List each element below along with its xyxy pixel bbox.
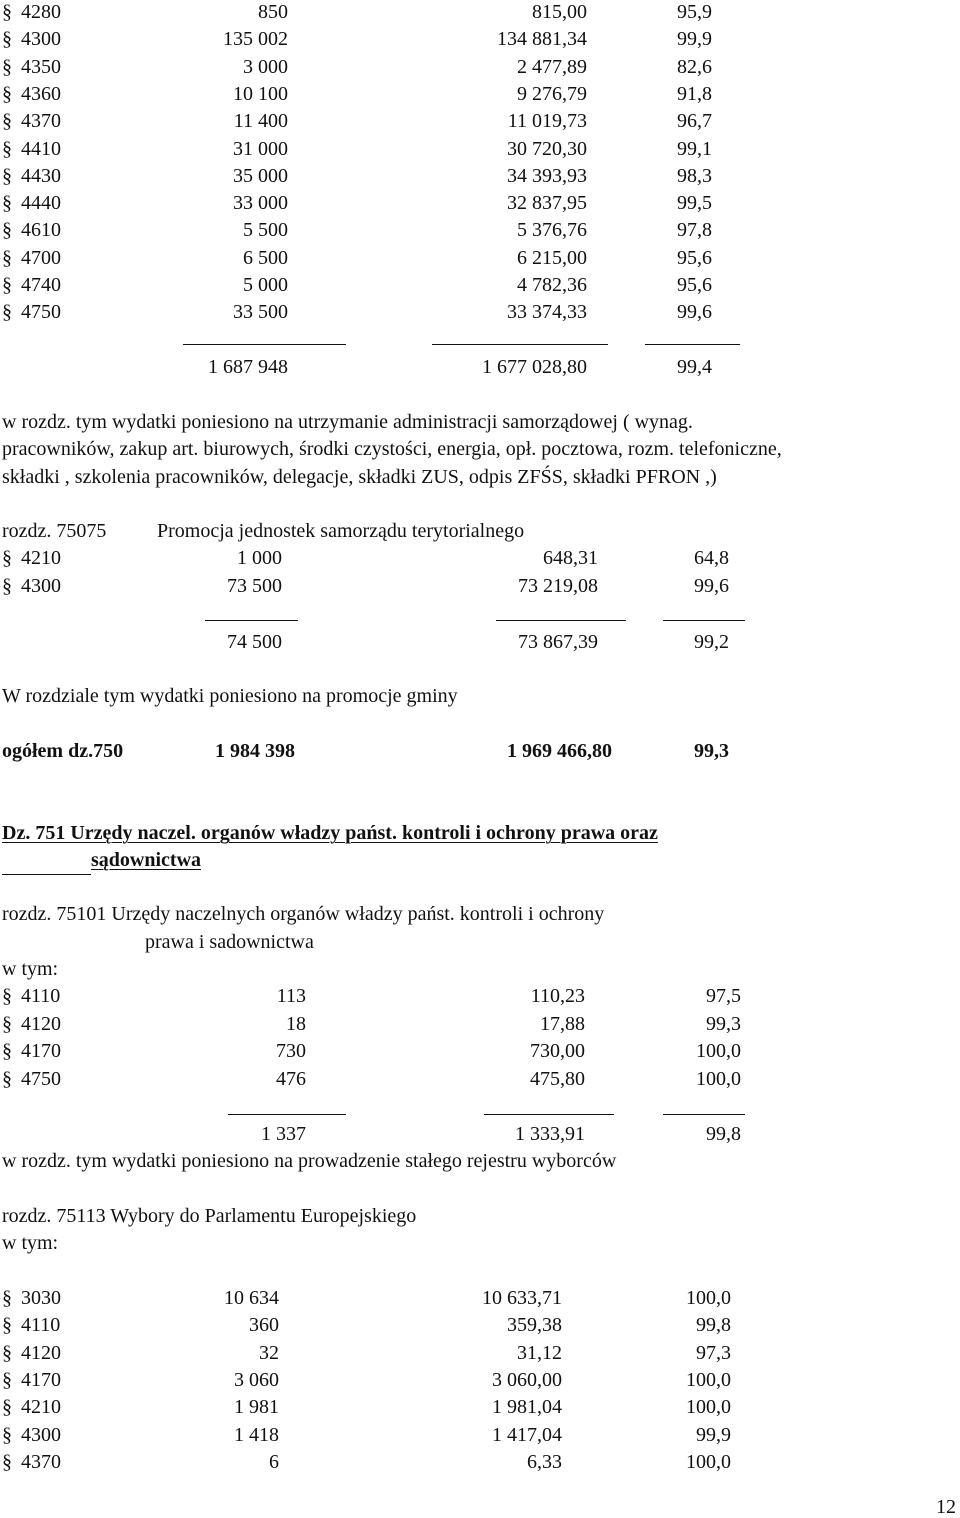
executed-amount: 11 019,73: [507, 110, 587, 133]
block1-table-row: [0, 139, 960, 163]
section-symbol: §: [2, 301, 12, 324]
block1-table-row: [0, 57, 960, 81]
plan-amount: 113: [276, 985, 306, 1007]
percent-executed: 100,0: [686, 1450, 731, 1473]
block1-total-exec: 1 677 028,80: [482, 356, 587, 378]
percent-executed: 99,6: [677, 301, 712, 324]
section-symbol: §: [2, 1012, 12, 1035]
executed-amount: 4 782,36: [517, 274, 587, 296]
section-symbol: §: [2, 1341, 12, 1364]
executed-amount: 815,00: [532, 1, 587, 23]
plan-amount: 33 000: [233, 192, 288, 215]
paragraph-code: 4110: [21, 985, 61, 1007]
grand-total-label: ogółem dz.750: [2, 740, 124, 762]
percent-executed: 95,9: [677, 1, 712, 23]
percent-executed: 95,6: [677, 274, 712, 296]
plan-amount: 11 400: [233, 110, 288, 133]
paragraph-code: 4610: [21, 219, 61, 242]
block1-note-line-1: w rozdz. tym wydatki poniesiono na utrzymanie administracji samorządowej ( wynag.: [2, 411, 693, 433]
percent-executed: 99,9: [696, 1423, 731, 1446]
block1-note-line-3: składki , szkolenia pracowników, delegacje, składki ZUS, odpis ZFŚS, składki PFRON ,): [2, 466, 717, 488]
section-symbol: §: [2, 1040, 12, 1062]
block2-exec-total-rule: [496, 620, 626, 621]
block4-table-row: [0, 1315, 960, 1339]
section-symbol: §: [2, 547, 12, 569]
executed-amount: 110,23: [530, 985, 585, 1007]
block4-table-row: [0, 1288, 960, 1312]
block1-table-row: [0, 248, 960, 272]
paragraph-code: 4210: [21, 547, 61, 569]
block1-table-row: [0, 111, 960, 135]
paragraph-code: 4370: [21, 1450, 61, 1473]
paragraph-code: 4700: [21, 246, 61, 269]
plan-amount: 6 500: [243, 246, 288, 269]
plan-amount: 360: [249, 1314, 279, 1337]
percent-executed: 82,6: [677, 55, 712, 78]
block1-table-row: [0, 193, 960, 217]
percent-executed: 100,0: [686, 1368, 731, 1391]
block4-table-row: [0, 1452, 960, 1476]
executed-amount: 6,33: [527, 1450, 562, 1473]
plan-amount: 18: [286, 1012, 306, 1035]
executed-amount: 33 374,33: [507, 301, 587, 324]
paragraph-code: 4300: [21, 1423, 61, 1446]
block2-heading-label: rozdz. 75075: [2, 520, 107, 542]
block3-total-row: [0, 1124, 960, 1148]
percent-executed: 98,3: [677, 164, 712, 187]
paragraph-code: 3030: [21, 1287, 61, 1309]
executed-amount: 10 633,71: [482, 1287, 562, 1309]
block1-note-line-2: pracowników, zakup art. biurowych, środki czystości, energia, opł. pocztowa, rozm. telefoniczne,: [2, 438, 782, 460]
block4-w-tym: w tym:: [2, 1232, 59, 1254]
block4-table-row: [0, 1370, 960, 1394]
paragraph-code: 4750: [21, 301, 61, 324]
plan-amount: 35 000: [233, 164, 288, 187]
percent-executed: 95,6: [677, 246, 712, 269]
executed-amount: 475,80: [530, 1067, 585, 1090]
block4-table-row: [0, 1343, 960, 1367]
block1-table-row: [0, 29, 960, 53]
executed-amount: 3 060,00: [492, 1368, 562, 1391]
percent-executed: 99,8: [696, 1314, 731, 1337]
section-symbol: §: [2, 55, 12, 78]
executed-amount: 30 720,30: [507, 137, 587, 160]
section-symbol: §: [2, 985, 12, 1007]
executed-amount: 6 215,00: [517, 246, 587, 269]
paragraph-code: 4430: [21, 164, 61, 187]
section-symbol: §: [2, 82, 12, 105]
block1-exec-total-rule: [432, 344, 608, 345]
section-symbol: §: [2, 164, 12, 187]
block3-table-row: [0, 1041, 960, 1065]
block2-plan-total-rule: [205, 620, 298, 621]
block2-table-row: [0, 548, 960, 572]
section-symbol: §: [2, 110, 12, 133]
block3-heading-line-1: rozdz. 75101 Urzędy naczelnych organów władzy państ. kontroli i ochrony: [2, 903, 605, 925]
plan-amount: 31 000: [233, 137, 288, 160]
plan-amount: 33 500: [233, 301, 288, 324]
block1-total-pct: 99,4: [677, 356, 712, 378]
section-symbol: §: [2, 1423, 12, 1446]
block4-table-row: [0, 1425, 960, 1449]
page-number: 12: [936, 1496, 956, 1518]
executed-amount: 1 981,04: [492, 1396, 562, 1419]
section-symbol: §: [2, 219, 12, 242]
percent-executed: 91,8: [677, 82, 712, 105]
block1-table-row: [0, 220, 960, 244]
plan-amount: 476: [276, 1067, 306, 1090]
block3-note: w rozdz. tym wydatki poniesiono na prowadzenie stałego rejestru wyborców: [2, 1150, 617, 1172]
section-symbol: §: [2, 1, 12, 23]
percent-executed: 99,6: [694, 574, 729, 597]
paragraph-code: 4110: [21, 1314, 61, 1337]
block3-pct-total-rule: [663, 1114, 745, 1115]
block3-total-exec: 1 333,91: [515, 1123, 585, 1145]
block3-plan-total-rule: [228, 1114, 346, 1115]
plan-amount: 5 000: [243, 274, 288, 296]
section-symbol: §: [2, 1368, 12, 1391]
block1-pct-total-rule: [645, 344, 740, 345]
percent-executed: 97,8: [677, 219, 712, 242]
percent-executed: 97,5: [706, 985, 741, 1007]
percent-executed: 100,0: [696, 1067, 741, 1090]
percent-executed: 99,9: [677, 28, 712, 51]
block1-table-row: [0, 2, 960, 26]
block3-exec-total-rule: [484, 1114, 614, 1115]
plan-amount: 32: [259, 1341, 279, 1364]
percent-executed: 99,3: [706, 1012, 741, 1035]
section-751-heading-line-1: Dz. 751 Urzędy naczel. organów władzy państ. kontroli i ochrony prawa oraz: [2, 822, 658, 844]
plan-amount: 3 000: [243, 55, 288, 78]
plan-amount: 135 002: [223, 28, 288, 51]
paragraph-code: 4210: [21, 1396, 61, 1419]
block2-total-exec: 73 867,39: [518, 631, 598, 653]
section-751-heading-line-2: sądownictwa: [91, 849, 202, 871]
plan-amount: 10 634: [224, 1287, 279, 1309]
percent-executed: 99,5: [677, 192, 712, 215]
percent-executed: 100,0: [686, 1396, 731, 1419]
paragraph-code: 4120: [21, 1341, 61, 1364]
executed-amount: 730,00: [530, 1040, 585, 1062]
executed-amount: 17,88: [540, 1012, 585, 1035]
executed-amount: 5 376,76: [517, 219, 587, 242]
section-symbol: §: [2, 192, 12, 215]
percent-executed: 100,0: [696, 1040, 741, 1062]
plan-amount: 1 000: [237, 547, 282, 569]
executed-amount: 32 837,95: [507, 192, 587, 215]
grand-total-row: [0, 741, 960, 765]
block2-table-row: [0, 576, 960, 600]
block1-table-row: [0, 166, 960, 190]
block3-heading-line-2: prawa i sadownictwa: [145, 931, 314, 953]
block4-heading: rozdz. 75113 Wybory do Parlamentu Europejskiego: [2, 1205, 417, 1227]
percent-executed: 96,7: [677, 110, 712, 133]
section-symbol: §: [2, 137, 12, 160]
block1-table-row: [0, 84, 960, 108]
plan-amount: 73 500: [227, 574, 282, 597]
block1-plan-total-rule: [183, 344, 346, 345]
plan-amount: 730: [276, 1040, 306, 1062]
section-symbol: §: [2, 28, 12, 51]
percent-executed: 64,8: [694, 547, 729, 569]
plan-amount: 1 418: [234, 1423, 279, 1446]
block2-total-plan: 74 500: [227, 631, 282, 653]
grand-total-exec: 1 969 466,80: [507, 740, 612, 762]
block2-note: W rozdziale tym wydatki poniesiono na promocje gminy: [2, 685, 458, 707]
paragraph-code: 4740: [21, 274, 61, 296]
section-symbol: §: [2, 1287, 12, 1309]
plan-amount: 850: [258, 1, 288, 23]
grand-total-plan: 1 984 398: [215, 740, 295, 762]
executed-amount: 73 219,08: [518, 574, 598, 597]
block2-total-pct: 99,2: [694, 631, 729, 653]
block1-table-row: [0, 275, 960, 299]
paragraph-code: 4170: [21, 1040, 61, 1062]
block3-w-tym: w tym:: [2, 958, 59, 980]
percent-executed: 97,3: [696, 1341, 731, 1364]
block3-table-row: [0, 1069, 960, 1093]
plan-amount: 10 100: [233, 82, 288, 105]
paragraph-code: 4300: [21, 574, 61, 597]
executed-amount: 648,31: [543, 547, 598, 569]
percent-executed: 100,0: [686, 1287, 731, 1309]
paragraph-code: 4440: [21, 192, 61, 215]
executed-amount: 2 477,89: [517, 55, 587, 78]
paragraph-code: 4350: [21, 55, 61, 78]
paragraph-code: 4280: [21, 1, 61, 23]
section-symbol: §: [2, 1314, 12, 1337]
paragraph-code: 4410: [21, 137, 61, 160]
plan-amount: 1 981: [234, 1396, 279, 1419]
block3-table-row: [0, 986, 960, 1010]
section-symbol: §: [2, 1396, 12, 1419]
block2-total-row: [0, 632, 960, 656]
section-symbol: §: [2, 274, 12, 296]
block2-heading-title: Promocja jednostek samorządu terytorialnego: [157, 520, 525, 542]
executed-amount: 9 276,79: [517, 82, 587, 105]
block3-total-plan: 1 337: [261, 1123, 306, 1145]
section-symbol: §: [2, 574, 12, 597]
paragraph-code: 4300: [21, 28, 61, 51]
block2-pct-total-rule: [663, 620, 745, 621]
executed-amount: 359,38: [507, 1314, 562, 1337]
paragraph-code: 4360: [21, 82, 61, 105]
block1-total-plan: 1 687 948: [208, 356, 288, 378]
block3-total-pct: 99,8: [706, 1123, 741, 1145]
executed-amount: 31,12: [517, 1341, 562, 1364]
executed-amount: 134 881,34: [497, 28, 587, 51]
paragraph-code: 4120: [21, 1012, 61, 1035]
paragraph-code: 4370: [21, 110, 61, 133]
executed-amount: 1 417,04: [492, 1423, 562, 1446]
plan-amount: 5 500: [243, 219, 288, 242]
plan-amount: 3 060: [234, 1368, 279, 1391]
grand-total-pct: 99,3: [694, 740, 729, 762]
paragraph-code: 4750: [21, 1067, 61, 1090]
block1-table-row: [0, 302, 960, 326]
section-symbol: §: [2, 1450, 12, 1473]
executed-amount: 34 393,93: [507, 164, 587, 187]
block4-table-row: [0, 1397, 960, 1421]
section-751-underline-lead: [2, 874, 91, 875]
plan-amount: 6: [269, 1450, 279, 1473]
block1-total-row: [0, 357, 960, 381]
block3-table-row: [0, 1014, 960, 1038]
section-symbol: §: [2, 1067, 12, 1090]
paragraph-code: 4170: [21, 1368, 61, 1391]
percent-executed: 99,1: [677, 137, 712, 160]
section-symbol: §: [2, 246, 12, 269]
